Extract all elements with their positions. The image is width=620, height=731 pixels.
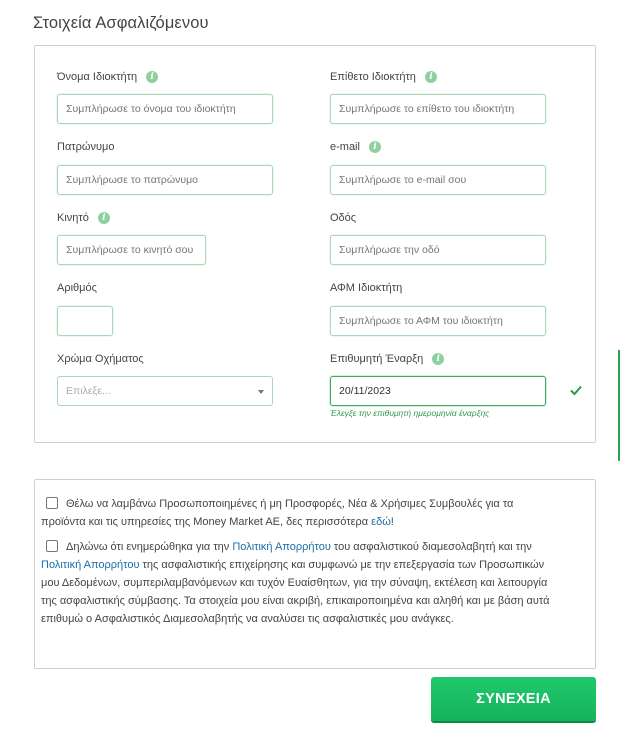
marketing-consent-checkbox[interactable] xyxy=(46,497,58,509)
page-title: Στοιχεία Ασφαλιζόμενου xyxy=(33,14,209,32)
afm-label-text: ΑΦΜ Ιδιοκτήτη xyxy=(330,282,403,294)
email-input[interactable] xyxy=(330,165,546,195)
owner-last-name-label-text: Επίθετο Ιδιοκτήτη xyxy=(330,71,416,83)
info-icon[interactable]: i xyxy=(432,353,444,365)
email-label-text: e-mail xyxy=(330,141,360,153)
fathers-name-label xyxy=(57,141,114,153)
mobile-label xyxy=(57,212,110,224)
privacy-consent-text-2: του ασφαλιστικού διαμεσολαβητή και την xyxy=(330,541,532,553)
privacy-consent xyxy=(41,538,551,628)
start-date-label xyxy=(330,353,444,365)
start-date-label-text: Επιθυμητή Έναρξη xyxy=(330,353,424,365)
insurer-privacy-policy-link[interactable]: Πολιτική Απορρήτου xyxy=(41,559,140,571)
mobile-input[interactable] xyxy=(57,235,206,265)
owner-first-name-label-text: Όνομα Ιδιοκτήτη xyxy=(57,71,138,83)
privacy-consent-text-3: της ασφαλιστικής επιχείρησης και συμφωνώ με την επεξεργασία των Προσωπικών μου Δεδομένων, συμπεριλαμβανόμενων και τυχόν Ευαίσθητων, για την σύναψη, εκτέλεση και λειτουργία της ασφαλιστικής σύμβασης. Τα στοιχεία μου είναι ακριβή, επικαιροποιημένα και αληθή και με βάση αυτά επιθυμώ ο Ασφαλιστικός Διαμεσολαβητής να αναλύσει τις ασφαλιστικές μου ανάγκες. xyxy=(41,559,550,625)
marketing-more-link[interactable]: εδώ xyxy=(371,516,391,528)
owner-last-name-label xyxy=(330,71,437,83)
fathers-name-label-text: Πατρώνυμο xyxy=(57,141,115,153)
privacy-consent-checkbox[interactable] xyxy=(46,540,58,552)
privacy-consent-text-1: Δηλώνω ότι ενημερώθηκα για την xyxy=(66,541,233,553)
vehicle-color-label xyxy=(57,353,144,365)
number-label xyxy=(57,282,97,294)
owner-first-name-input[interactable] xyxy=(57,94,273,124)
marketing-consent-text: Θέλω να λαμβάνω Προσωποποιημένες ή μη Προσφορές, Νέα & Χρήσιμες Συμβουλές για τα προϊόντα και τις υπηρεσίες της Money Market AE, δες περισσότερα xyxy=(41,498,514,528)
intermediary-privacy-policy-link[interactable]: Πολιτική Απορρήτου xyxy=(232,541,331,553)
vehicle-color-label-text: Χρώμα Οχήματος xyxy=(57,353,144,365)
afm-input[interactable] xyxy=(330,306,546,336)
chevron-down-icon xyxy=(258,390,264,394)
afm-label xyxy=(330,282,402,294)
street-label-text: Οδός xyxy=(330,212,357,224)
start-date-hint: Έλεγξε την επιθυμητή ημερομηνία έναρξης xyxy=(330,408,490,418)
marketing-consent xyxy=(41,495,551,531)
mobile-label-text: Κινητό xyxy=(57,212,89,224)
vehicle-color-selected: Επιλεξε... xyxy=(66,385,111,397)
marketing-consent-end: ! xyxy=(390,516,394,528)
info-icon[interactable]: i xyxy=(146,71,158,83)
start-date-input[interactable] xyxy=(330,376,546,406)
street-input[interactable] xyxy=(330,235,546,265)
owner-first-name-label xyxy=(57,71,158,83)
number-label-text: Αριθμός xyxy=(57,282,97,294)
vehicle-color-select[interactable] xyxy=(57,376,273,406)
info-icon[interactable]: i xyxy=(425,71,437,83)
number-input[interactable] xyxy=(57,306,113,336)
street-label xyxy=(330,212,356,224)
checkmark-icon xyxy=(569,383,583,397)
fathers-name-input[interactable] xyxy=(57,165,273,195)
email-label xyxy=(330,141,381,153)
info-icon[interactable]: i xyxy=(98,212,110,224)
info-icon[interactable]: i xyxy=(369,141,381,153)
continue-button[interactable]: ΣΥΝΕΧΕΙΑ xyxy=(431,677,596,721)
owner-last-name-input[interactable] xyxy=(330,94,546,124)
